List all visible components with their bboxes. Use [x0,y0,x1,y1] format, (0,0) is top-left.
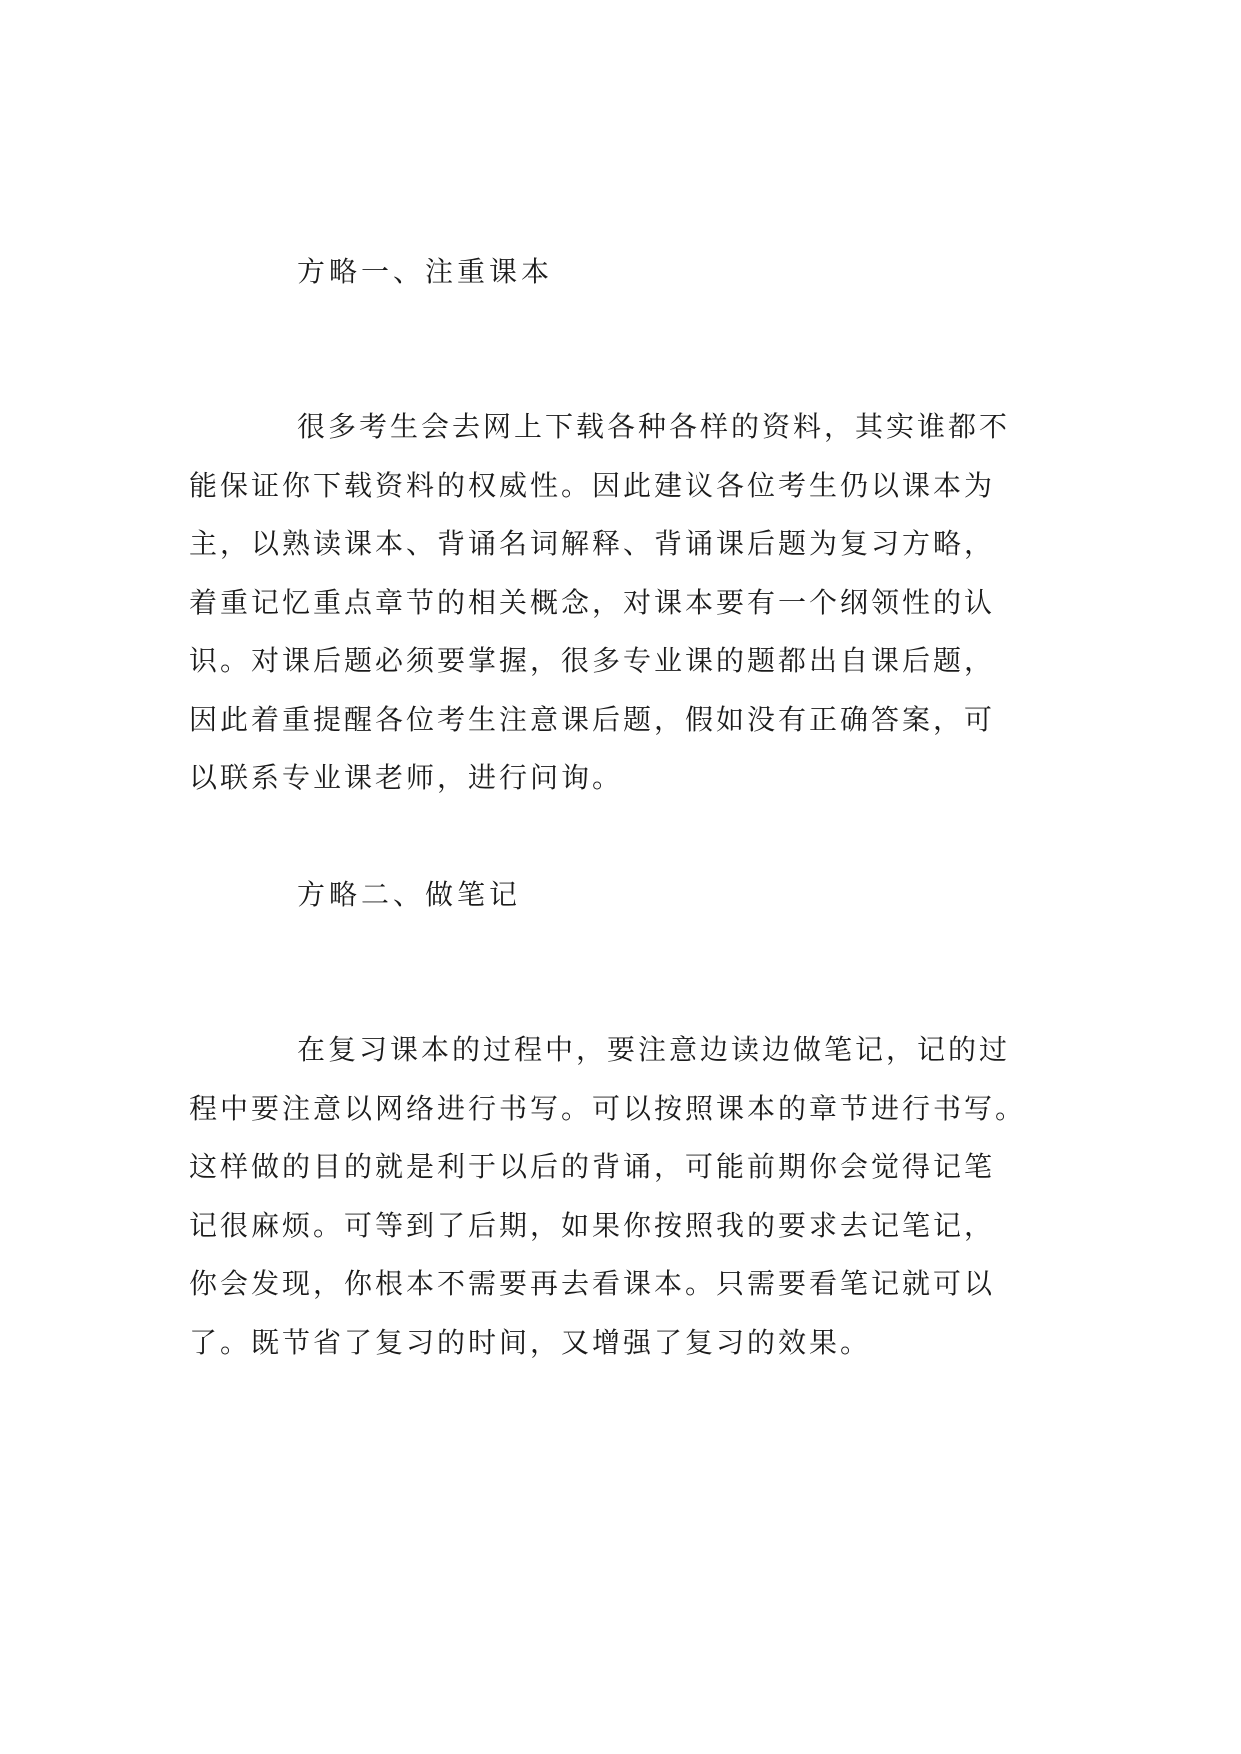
text-line: 很多考生会去网上下载各种各样的资料，其实谁都不 [297,410,1011,443]
text-line: 程中要注意以网络进行书写。可以按照课本的章节进行书写。 [189,1091,1027,1125]
text-line: 能保证你下载资料的权威性。因此建议各位考生仍以课本为 [189,468,996,502]
text-line: 这样做的目的就是利于以后的背诵，可能前期你会觉得记笔 [189,1150,996,1183]
text-line: 着重记忆重点章节的相关概念，对课本要有一个纲领性的认 [189,585,996,619]
text-line: 因此着重提醒各位考生注意课后题，假如没有正确答案，可 [189,702,996,736]
text-line: 记很麻烦。可等到了后期，如果你按照我的要求去记笔记， [189,1208,996,1242]
section-heading: 方略二、做笔记 [297,878,522,911]
text-line: 在复习课本的过程中，要注意边读边做笔记，记的过 [297,1033,1011,1066]
text-line: 以联系专业课老师，进行问询。 [189,761,624,794]
text-line: 了。既节省了复习的时间，又增强了复习的效果。 [189,1325,872,1359]
text-line: 主，以熟读课本、背诵名词解释、背诵课后题为复习方略， [189,527,996,560]
text-line: 识。对课后题必须要掌握，很多专业课的题都出自课后题， [189,644,996,677]
paragraph [189,398,1069,808]
paragraph [189,1021,1069,1372]
section-heading: 方略一、注重课本 [297,255,554,288]
text-line: 你会发现，你根本不需要再去看课本。只需要看笔记就可以 [189,1267,996,1300]
